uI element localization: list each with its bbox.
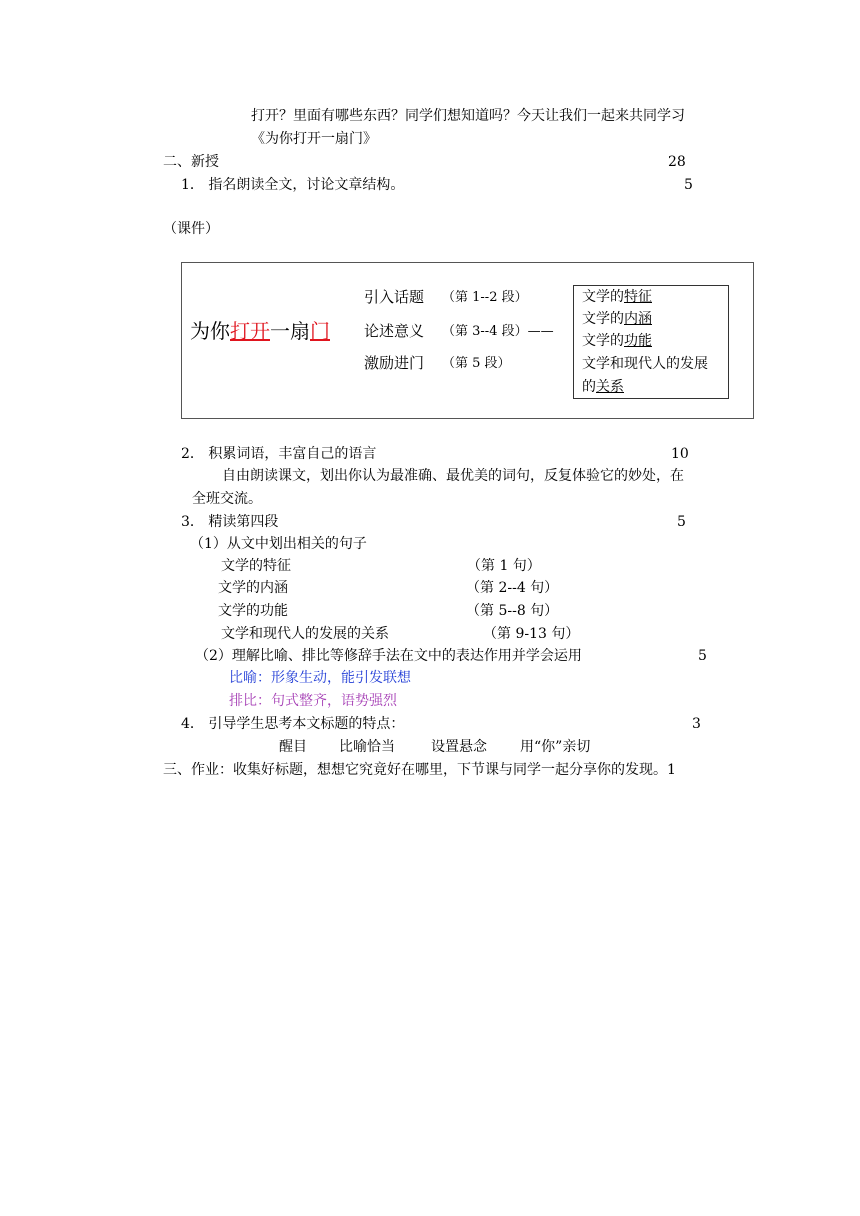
item-2-desc-1: 自由朗读课文，划出你认为最准确、最优美的词句，反复体验它的妙处，在 bbox=[222, 468, 684, 484]
topic-line-4: 文学和现代人的发展 bbox=[582, 356, 708, 372]
item-3-sub-2: （2）理解比喻、排比等修辞手法在文中的表达作用并学会运用 bbox=[195, 648, 582, 664]
parallel-note: 排比：句式整齐，语势强烈 bbox=[229, 693, 397, 709]
section-minutes: 28 bbox=[668, 154, 686, 170]
item-2-minutes: 10 bbox=[671, 446, 689, 462]
item-3-minutes: 5 bbox=[677, 514, 686, 530]
sentence-label-3: 文学的功能 bbox=[218, 603, 288, 619]
intro-line-2: 《为你打开一扇门》 bbox=[251, 131, 377, 147]
intro-line-1: 打开？里面有哪些东西？同学们想知道吗？今天让我们一起来共同学习 bbox=[251, 108, 685, 124]
feature-2: 比喻恰当 bbox=[339, 739, 395, 755]
section-heading-new-lesson: 二、新授 bbox=[163, 154, 219, 170]
diagram-row-1-range: （第 1--2 段） bbox=[442, 290, 528, 305]
diagram-title bbox=[190, 319, 330, 343]
title-part-3: 一扇 bbox=[270, 319, 310, 343]
sentence-ref-1: （第 1 句） bbox=[467, 558, 541, 574]
title-part-2-highlight: 打开 bbox=[230, 319, 270, 343]
homework-line: 三、作业：收集好标题，想想它究竟好在哪里，下节课与同学一起分享你的发现。1 bbox=[163, 762, 676, 778]
item-3-sub-2-minutes: 5 bbox=[698, 648, 707, 664]
item-1-minutes: 5 bbox=[684, 177, 693, 193]
diagram-row-2-label: 论述意义 bbox=[364, 322, 425, 340]
item-2-text: 2． 积累词语，丰富自己的语言 bbox=[181, 446, 377, 462]
diagram-row-3-label: 激励进门 bbox=[364, 354, 425, 372]
title-part-4-highlight: 门 bbox=[310, 319, 330, 343]
title-part-1: 为你 bbox=[190, 319, 230, 343]
feature-1: 醒目 bbox=[279, 739, 307, 755]
sentence-ref-4: （第 9-13 句） bbox=[483, 626, 580, 642]
metaphor-note: 比喻：形象生动，能引发联想 bbox=[229, 670, 411, 686]
sentence-label-1: 文学的特征 bbox=[221, 558, 291, 574]
sentence-label-2: 文学的内涵 bbox=[218, 580, 288, 596]
item-3-text: 3． 精读第四段 bbox=[181, 514, 279, 530]
diagram-row-3-range: （第 5 段） bbox=[442, 356, 511, 371]
item-1-text: 1． 指名朗读全文，讨论文章结构。 bbox=[181, 177, 405, 193]
diagram-row-1-label: 引入话题 bbox=[364, 288, 425, 306]
item-4-text: 4． 引导学生思考本文标题的特点： bbox=[181, 716, 405, 732]
diagram-row-2-range: （第 3--4 段）—— bbox=[442, 324, 554, 339]
item-3-sub-1: （1）从文中划出相关的句子 bbox=[190, 536, 367, 552]
item-4-minutes: 3 bbox=[692, 716, 701, 732]
feature-3: 设置悬念 bbox=[431, 739, 487, 755]
topic-line-1: 文学的特征 bbox=[582, 289, 652, 305]
sentence-label-4: 文学和现代人的发展的关系 bbox=[221, 626, 389, 642]
item-2-desc-2: 全班交流。 bbox=[192, 491, 262, 507]
topic-line-5: 的关系 bbox=[582, 379, 624, 395]
feature-4: 用“你”亲切 bbox=[520, 739, 591, 755]
topic-line-2: 文学的内涵 bbox=[582, 311, 652, 327]
topic-line-3: 文学的功能 bbox=[582, 333, 652, 349]
sentence-ref-2: （第 2--4 句） bbox=[466, 580, 559, 596]
sentence-ref-3: （第 5--8 句） bbox=[466, 603, 559, 619]
courseware-label: （课件） bbox=[163, 221, 219, 237]
